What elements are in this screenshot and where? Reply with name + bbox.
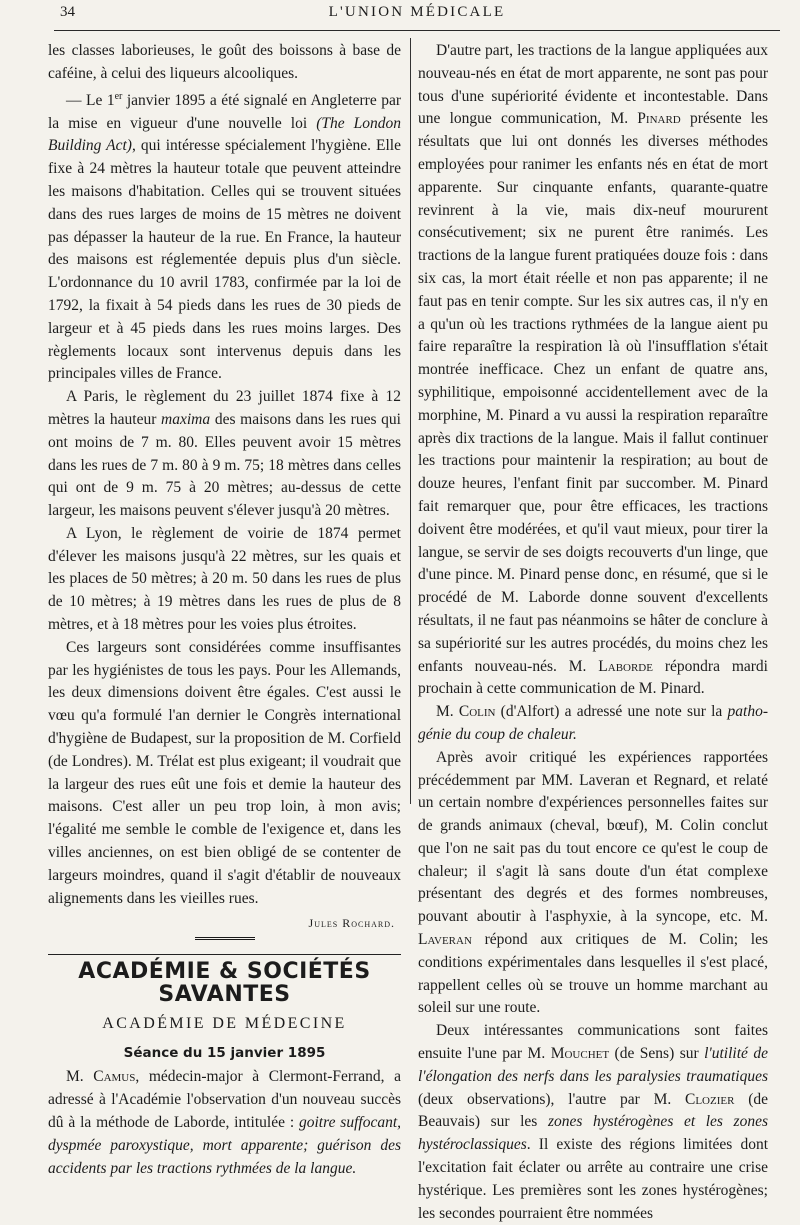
page-number: 34 [60, 4, 75, 20]
divider [195, 937, 255, 940]
session-date: Séance du 15 janvier 1895 [123, 1044, 326, 1061]
paragraph: M. Colin (d'Alfort) a adressé une note sur la pathogénie du coup de chaleur. [418, 703, 768, 743]
paragraph: — Le 1er janvier 1895 a été signalé en Angleterre par la mise en vigueur d'une nouvelle loi (The London Building Act), qui intéresse spécialement l'hygiène. Elle fixe à 24 mètres la hauteur totale que peuvent atteindre les maisons d'habitation. Celles qui se trouvent situées dans des rues larges de moins de 15 mètres ne doivent pas dépasser la hauteur de la rue. En France, la hauteur des maisons est réglementée depuis plus d'un siècle. L'ordonnance du 10 avril 1783, confirmée par la loi de 1792, la fixait à 54 pieds dans les rues de 30 pieds de largeur et à 45 pieds dans les rues moins larges. Des règlements locaux sont intervenus depuis dans les principales villes de France. [48, 90, 401, 383]
section-title: ACADÉMIE & SOCIÉTÉS SAVANTES [48, 954, 401, 1007]
journal-title: L'UNION MÉDICALE [328, 4, 506, 20]
paragraph: D'autre part, les tractions de la langue appliquées aux nouveau-nés en état de mort apparente, ne sont pas pour tous d'une supériorité évidente et incontestable. Dans une longue communication, M. Pinard présente les résultats que lui ont donnés les diverses méthodes employées pour ranimer les enfants nés en état de mort apparente. Sur cinquante enfants, quarante-quatre revinrent à la vie, mais dix-neuf moururent consécutivement; six ne purent être ranimés. Les tractions de la langue furent pratiquées douze fois : dans six cas, la mort était réelle et non pas apparente; il ne faut pas en tenir compte. Sur les six autres cas, il n'y en a qu'un où les tractions rythmées de la langue aient pu faire reparaître la respiration là où l'insufflation s'était montrée inefficace. Chez un enfant de quatre ans, syphilitique, empoisonné accidentellement avec de la morphine, M. Pinard a vu aussi la respiration reparaître après dix tractions de la langue. Mais il fallut continuer les tractions pour maintenir la respiration; au bout de douze heures, l'enfant finit par succomber. M. Pinard fait remarquer que, pour être efficaces, les tractions doivent être modérées, et qu'il vaut mieux, pour tirer la langue, se servir de ses doigts recouverts d'un linge, que d'une pince. M. Pinard pense donc, en résumé, que si le procédé de M. Laborde donne souvent d'excellents résultats, il ne faut pas néanmoins se hâter de conclure à sa supériorité sur les autres procédés, du moins chez les enfants nouveau-nés. M. Laborde répondra mardi prochain à cette communication de M. Pinard. [418, 42, 768, 698]
running-head [54, 0, 780, 30]
paragraph: Deux intéressantes communications sont faites ensuite l'une par M. Mouchet (de Sens) sur l'utilité de l'élongation des nerfs dans les paralysies traumatiques (deux observations), l'autre par M. Clozier (de Beauvais) sur les zones hystérogènes et les zones hystéroclassiques. Il existe des régions limitées dont l'excitation fait éclater ou arrête au contraire une crise hystérique. Les premières sont les zones hystérogènes; les secondes pourraient être nommées [418, 1022, 769, 1222]
paragraph: les classes laborieuses, le goût des boissons à base de caféine, à celui des liqueurs alcooliques. [48, 42, 401, 82]
paragraph: Ces largeurs sont considérées comme insuffisantes par les hygiénistes de tous les pays. Pour les Allemands, les deux dimensions doivent être égales. C'est aussi le vœu qu'a formulé l'an dernier le Congrès international d'hygiène de Budapest, sur la proposition de M. Corfield (de Londres). M. Trélat est plus exigeant; il voudrait que la largeur des rues eût une fois et demie la hauteur des maisons. C'est aller un peu trop loin, à mon avis; l'égalité me semble le comble de l'exigence et, dans les villes anciennes, on est bien obligé de se contenter de largeurs moindres, quand il s'agit d'établir de nouveaux alignements dans les vieilles rues. [48, 638, 401, 907]
author-signature: Jules Rochard. [308, 916, 395, 931]
paragraph: A Lyon, le règlement de voirie de 1874 permet d'élever les maisons jusqu'à 22 mètres, sur les quais et les places de 50 mètres; à 20 m. 50 dans les rues de plus de 10 mètres; à 19 mètres dans les rues de plus de 8 mètres, et à 18 mètres pour les voies plus étroites. [48, 524, 401, 634]
paragraph: M. Camus, médecin-major à Clermont-Ferrand, a adressé à l'Académie l'observation d'un nouveau succès dû à la méthode de Laborde, intitulée : goitre suffocant, dyspmée paroxystique, mort apparente; guérison des accidents par les tractions rythmées de la langue. [48, 1068, 402, 1177]
right-column [418, 40, 769, 1222]
header-rule [54, 30, 780, 31]
paragraph: Après avoir critiqué les expériences rapportées précédemment par MM. Laveran et Regnard, et relaté un certain nombre d'expériences personnelles faites sur de grands animaux (cheval, bœuf), M. Colin conclut que l'on ne sait pas du tout encore ce qu'est le coup de chaleur; il s'agit là sans doute d'un état complexe présentant des degrés et des formes nombreuses, pouvant aboutir à l'asphyxie, à la syncope, etc. M. Laveran répond aux critiques de M. Colin; les conditions expérimentales dans lesquelles il s'est placé, rappellent celles où se trouve un homme marchant au soleil sur une route. [418, 748, 768, 1017]
subsection-title: ACADÉMIE DE MÉDECINE [102, 1014, 347, 1032]
column-divider [410, 38, 411, 804]
left-column [48, 40, 402, 1177]
paragraph: A Paris, le règlement du 23 juillet 1874 fixe à 12 mètres la hauteur maxima des maisons dans les rues qui ont moins de 7 m. 80. Elles peuvent avoir 15 mètres dans les rues de 7 m. 80 à 9 m. 75; 18 mètres dans celles qui ont de 9 m. 75 à 20 mètres; au-dessus de cette largeur, les maisons peuvent s'élever jusqu'à 20 mètres. [48, 388, 401, 520]
